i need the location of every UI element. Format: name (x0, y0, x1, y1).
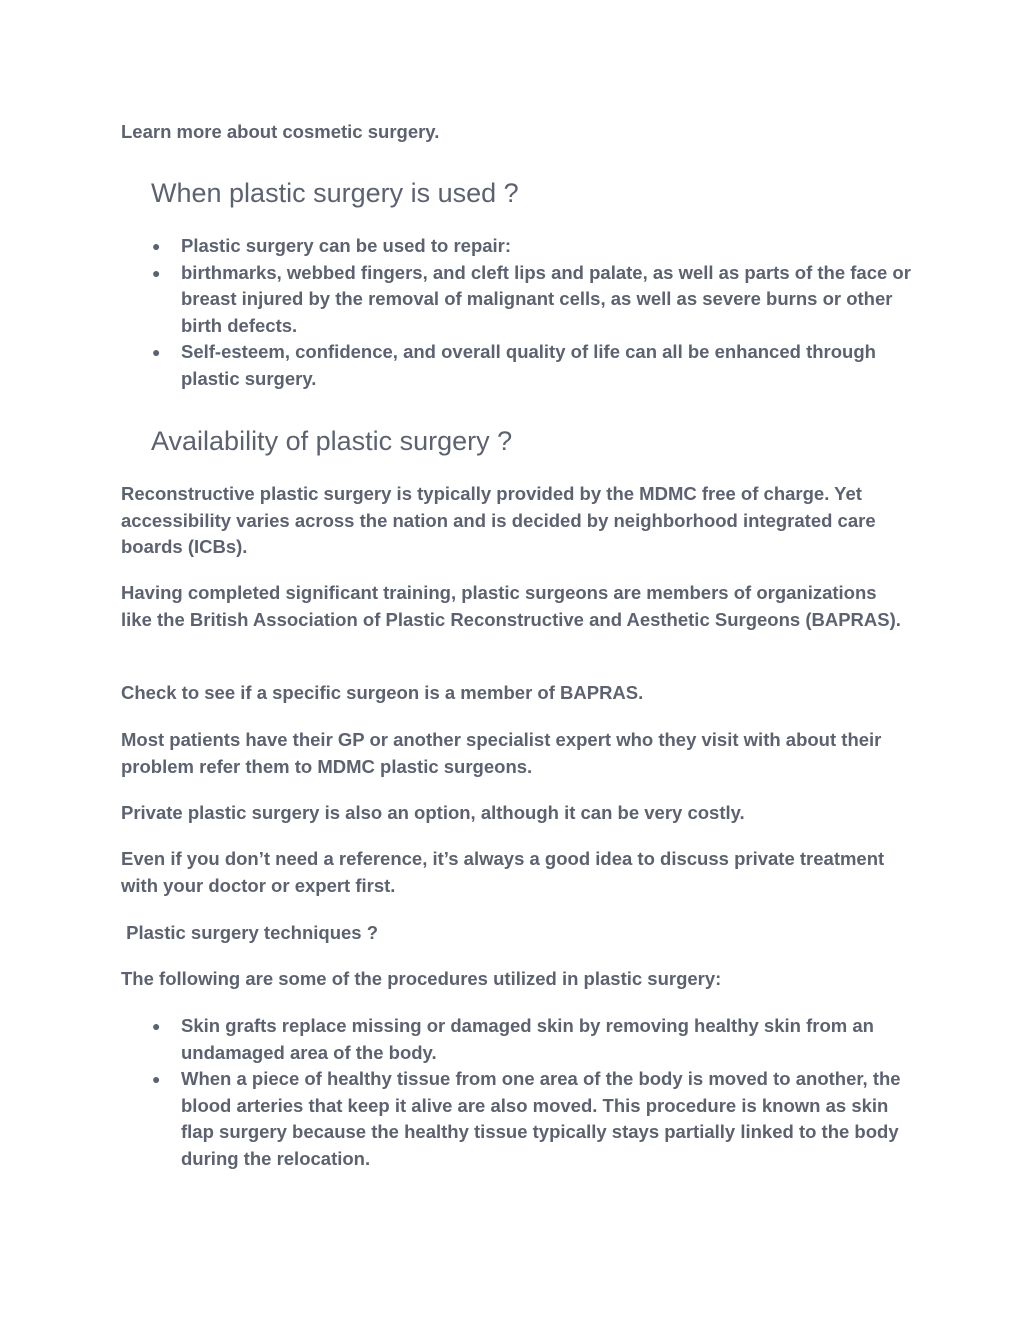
heading-availability: Availability of plastic surgery ? (151, 426, 513, 456)
list-item: ● When a piece of healthy tissue from one area of the body is moved to another, the blood arteries that keep it alive are also moved. This procedure is known as skin flap surgery because the healthy tissue typically stays partially linked to the body during the relocation. (152, 1068, 901, 1169)
heading-when-used: When plastic surgery is used ? (151, 178, 519, 208)
intro-text: Learn more about cosmetic surgery. (121, 121, 440, 142)
paragraph: Private plastic surgery is also an option, although it can be very costly. (121, 802, 745, 823)
paragraph: Reconstructive plastic surgery is typically provided by the MDMC free of charge. Yet accessibility varies across the nation and is decided by neighborhood integrated care boards (ICBs). (121, 483, 876, 558)
list-item: ● birthmarks, webbed fingers, and cleft lips and palate, as well as parts of the face or breast injured by the removal of malignant cells, as well as severe burns or other birth defects. (152, 261, 911, 336)
list-item: ● Skin grafts replace missing or damaged skin by removing healthy skin from an undamaged area of the body. (152, 1015, 874, 1063)
techniques-intro: The following are some of the procedures utilized in plastic surgery: (121, 968, 722, 989)
bullet-icon: ● (152, 1071, 161, 1088)
bullet-icon: ● (152, 1018, 161, 1034)
bullet-icon: ● (152, 264, 161, 281)
techniques-bullet-list (121, 1013, 911, 1173)
list-item: ● Plastic surgery can be used to repair: (121, 233, 911, 260)
bullet-icon: ● (152, 238, 161, 254)
paragraph: Most patients have their GP or another specialist expert who they visit with about their problem refer them to MDMC plastic surgeons. (121, 729, 882, 777)
list-item: ● Self-esteem, confidence, and overall quality of life can all be enhanced through plastic surgery. (152, 341, 876, 389)
paragraph: Even if you don’t need a reference, it’s always a good idea to discuss private treatment with your doctor or expert first. (121, 848, 885, 896)
paragraph: Having completed significant training, plastic surgeons are members of organizations like the British Association of Plastic Reconstructive and Aesthetic Surgeons (BAPRAS). (121, 582, 901, 630)
paragraph: Check to see if a specific surgeon is a member of BAPRAS. (121, 682, 644, 703)
bullet-icon: ● (152, 344, 161, 361)
when-used-bullet-list (121, 233, 911, 393)
heading-techniques: Plastic surgery techniques ? (121, 922, 379, 943)
